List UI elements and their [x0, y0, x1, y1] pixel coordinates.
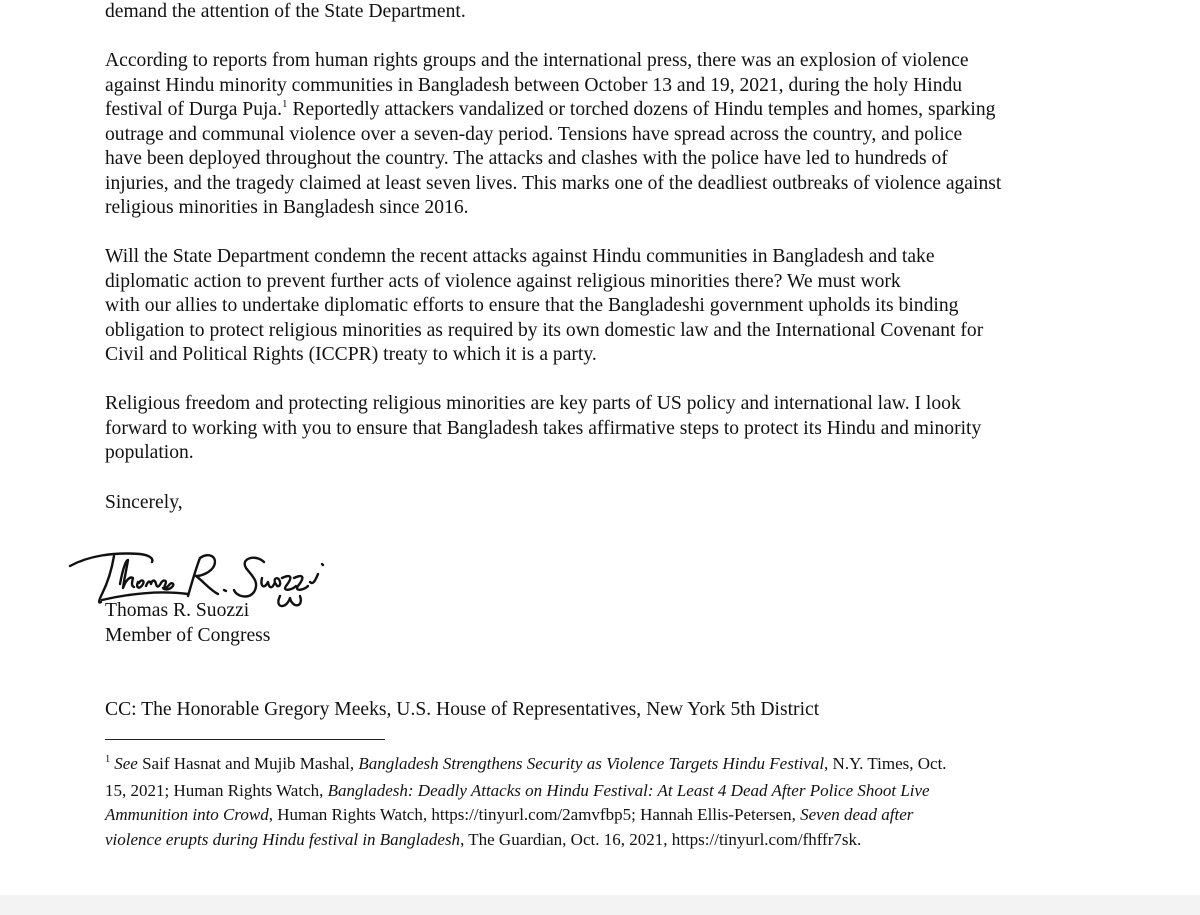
- cc-line: CC: The Honorable Gregory Meeks, U.S. House of Representatives, New York 5th District: [105, 699, 820, 720]
- footnote-mark: 1: [105, 754, 111, 765]
- footnote-article-title: violence erupts during Hindu festival in Bangladesh: [105, 829, 461, 849]
- footnote-line: [105, 803, 1165, 827]
- footnote-article-title: Seven dead after: [800, 805, 914, 825]
- paragraph-spacer: [105, 25, 1195, 50]
- footnote-text: , The Guardian, Oct. 16, 2021, https://tinyurl.com/fhffr7sk.: [460, 829, 862, 849]
- footnote-article-title: Bangladesh Strengthens Security as Violence Targets Hindu Festival: [358, 754, 825, 773]
- signer-title: Member of Congress: [105, 625, 271, 646]
- signer-name: Thomas R. Suozzi: [105, 600, 250, 621]
- letter-body: [105, 0, 1195, 515]
- text-line: have been deployed throughout the country. The attacks and clashes with the police have led to hundreds of: [105, 148, 948, 169]
- text-line: Civil and Political Rights (ICCPR) treaty to which it is a party.: [105, 344, 597, 365]
- paragraph-violence-report: [105, 49, 1195, 221]
- footnote-article-title: Ammunition into Crowd: [105, 805, 269, 825]
- text-line: forward to working with you to ensure that Bangladesh takes affirmative steps to protect its Hindu and minority: [105, 417, 982, 439]
- closing-salutation: Sincerely,: [105, 491, 183, 513]
- text-line: According to reports from human rights groups and the international press, there was an explosion of violence: [105, 50, 969, 71]
- text-line: against Hindu minority communities in Bangladesh between October 13 and 19, 2021, during the holy Hindu: [105, 74, 963, 96]
- text-line: population.: [105, 442, 194, 463]
- text-line: injuries, and the tragedy claimed at least seven lives. This marks one of the deadliest outbreaks of violence against: [105, 172, 1002, 194]
- text-line: Religious freedom and protecting religious minorities are key parts of US policy and international law. I look: [105, 393, 961, 414]
- paragraph-spacer: [105, 368, 1195, 393]
- footnote-reference: 1: [282, 98, 288, 110]
- footnote-text: Saif Hasnat and Mujib Mashal,: [137, 754, 359, 773]
- text-line: obligation to protect religious minorities as required by its own domestic law and the International Covenant for: [105, 319, 984, 341]
- footnote-line: [105, 828, 1165, 852]
- paragraph-religious-freedom: [105, 392, 1195, 466]
- text-line: Will the State Department condemn the recent attacks against Hindu communities in Bangladesh and take: [105, 246, 935, 267]
- intro-line: demand the attention of the State Department.: [105, 1, 466, 22]
- footnote-line: [105, 752, 1165, 779]
- signature-block: [105, 598, 270, 648]
- footnote-see: See: [114, 754, 138, 773]
- paragraph-diplomatic-action: [105, 245, 1195, 368]
- footnote-divider: [105, 739, 385, 740]
- text-fragment: festival of Durga Puja.: [105, 99, 283, 120]
- text-line: with our allies to undertake diplomatic efforts to ensure that the Bangladeshi government upholds its binding: [105, 295, 959, 316]
- paragraph-spacer: [105, 221, 1195, 246]
- footnote-text: 15, 2021; Human Rights Watch,: [105, 781, 328, 801]
- footnote: [105, 752, 1165, 852]
- text-line: [105, 98, 1195, 123]
- footnote-text: , N.Y. Times, Oct.: [824, 754, 947, 773]
- text-line: religious minorities in Bangladesh since 2016.: [105, 197, 469, 218]
- footnote-text: , Human Rights Watch, https://tinyurl.com/2amvfbp5; Hannah Ellis-Petersen,: [268, 805, 801, 825]
- text-line: diplomatic action to prevent further acts of violence against religious minorities there? We must work: [105, 270, 901, 292]
- footnote-article-title: Bangladesh: Deadly Attacks on Hindu Festival: At Least 4 Dead After Police Shoot Live: [327, 781, 930, 801]
- footnote-line: [105, 779, 1165, 803]
- text-fragment: Reportedly attackers vandalized or torched dozens of Hindu temples and homes, sparking: [287, 99, 996, 120]
- text-line: outrage and communal violence over a seven-day period. Tensions have spread across the country, and police: [105, 123, 963, 145]
